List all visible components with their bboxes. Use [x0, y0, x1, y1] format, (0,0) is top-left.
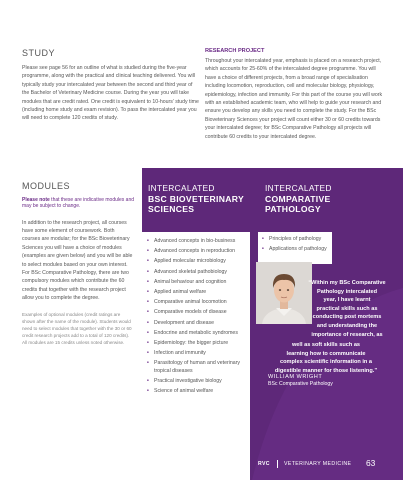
quote-line: and understanding the: [316, 322, 378, 329]
modules-body: In addition to the research project, all courses have some element of coursework. Both courses are modular; for the BSc Bioveterinary Sciences you will have a choice of modules (examples are given below) and you will be able to select modules based on your own interest. For BSc Comparative Pathology, there are two compulsory modules which contribute the 60 credits that together with the research project allow you to complete the degree.: [22, 219, 133, 302]
student-course: BSc Comparative Pathology: [268, 381, 333, 387]
quote-line: importance of research, as: [311, 331, 383, 338]
list-item: • Principles of pathology: [262, 236, 336, 244]
modules-heading: MODULES: [22, 181, 71, 191]
list-item: • Animal behaviour and cognition: [147, 279, 250, 287]
list-item: • Development and disease: [147, 320, 250, 328]
student-name: WILLIAM WRIGHT: [268, 374, 323, 380]
quote-line: conducting post mortems: [312, 314, 382, 321]
modules-note-bold: Please note: [22, 197, 50, 203]
list-item: • Advanced concepts in bio-business: [147, 238, 250, 246]
list-item: • Applications of pathology: [262, 246, 336, 254]
bioveterinary-title-line1: BSC BIOVETERINARY: [148, 193, 244, 204]
list-item: • Parasitology of human and veterinary tropical diseases: [147, 360, 250, 375]
modules-small-print: Examples of optional modules (credit ratings are shown after the name of the module). Students would need to select modules that together with the 30 or 60 credit research projects add to a total of 120 credits). All modules are 15 credits unless noted otherwise.: [22, 311, 132, 345]
list-item: • Applied animal welfare: [147, 289, 250, 297]
study-body: Please see page 56 for an outline of what is studied during the five-year programme, along with the practical and clinical teaching delivered. You will typically study your intercalated year between the second and third year of the Bachelor of Veterinary Medicine course. During the year you will take modules that are credit rated. One credit is equivalent to 10-hours’ study time (including home study and exam revision). To pass the intercalated year you will need to complete 120 credits of study.: [22, 65, 199, 122]
research-body: Throughout your intercalated year, emphasis is placed on a research project, which accounts for 25-60% of the intercalated degree programme. You will have a choice of different projects, from a broad range of specialisation including locomotion, reproduction, cell and molecular biology, physiology, epidemiology, infection and immunity. For this part of the course you will work with an established academic team, who will help to guide your research and ensure you develop any skills you need to complete the study. For the BSc Bioveterinary Sciences your project will count either 30 or 60 credits towards your intercalated degree; for BSc Comparative Pathology all projects will contribute 60 credits to your intercalated degree.: [205, 58, 383, 140]
quote-line: well as soft skills such as: [291, 342, 361, 348]
study-section: [22, 48, 200, 123]
list-item: • Applied molecular microbiology: [147, 258, 250, 266]
comparative-heading: [265, 183, 332, 215]
quote-line: year, I have learnt: [323, 297, 371, 304]
list-item: • Science of animal welfare: [147, 388, 250, 396]
testimonial-attribution: [268, 373, 333, 388]
quote-line: “Within my BSc Comparative: [308, 280, 386, 286]
comparative-kicker: INTERCALATED: [265, 183, 332, 193]
footer-divider: [277, 460, 278, 468]
research-heading: RESEARCH PROJECT: [205, 48, 265, 54]
list-item: • Comparative models of disease: [147, 309, 250, 317]
bioveterinary-module-list: [147, 238, 250, 398]
quote-line: digestible manner for those listening.”: [274, 367, 378, 374]
bioveterinary-kicker: INTERCALATED: [148, 183, 215, 193]
list-item: • Infection and immunity: [147, 350, 250, 358]
page-number: 63: [366, 458, 376, 468]
bioveterinary-heading: [148, 183, 244, 215]
list-item: • Practical investigative biology: [147, 378, 250, 386]
quote-line: complex scientific information in a: [279, 359, 372, 366]
bioveterinary-title-line2: SCIENCES: [148, 204, 195, 214]
comparative-module-list: [262, 236, 336, 256]
footer-brand: RVC: [258, 461, 270, 467]
list-item: • Epidemiology: the bigger picture: [147, 340, 250, 348]
quote-line: learning how to communicate: [286, 350, 366, 357]
modules-section: [22, 181, 134, 346]
modules-note-rest: that these are indicative modules and may be subject to change.: [22, 197, 135, 210]
comparative-title-line1: COMPARATIVE: [265, 193, 331, 204]
study-heading: STUDY: [22, 48, 56, 58]
list-item: • Advanced skeletal pathobiology: [147, 269, 250, 277]
list-item: • Advanced concepts in reproduction: [147, 248, 250, 256]
modules-note: [22, 197, 134, 210]
list-item: • Endocrine and metabolic syndromes: [147, 330, 250, 338]
footer-section: VETERINARY MEDICINE: [284, 461, 352, 467]
testimonial-quote-bottom: [258, 341, 394, 375]
research-section: [205, 48, 383, 141]
list-item: • Comparative animal locomotion: [147, 299, 250, 307]
comparative-title-line2: PATHOLOGY: [265, 204, 321, 214]
quote-line: Pathology intercalated: [317, 288, 377, 295]
quote-line: practical skills such as: [316, 305, 378, 312]
testimonial-quote-top: [300, 279, 394, 339]
